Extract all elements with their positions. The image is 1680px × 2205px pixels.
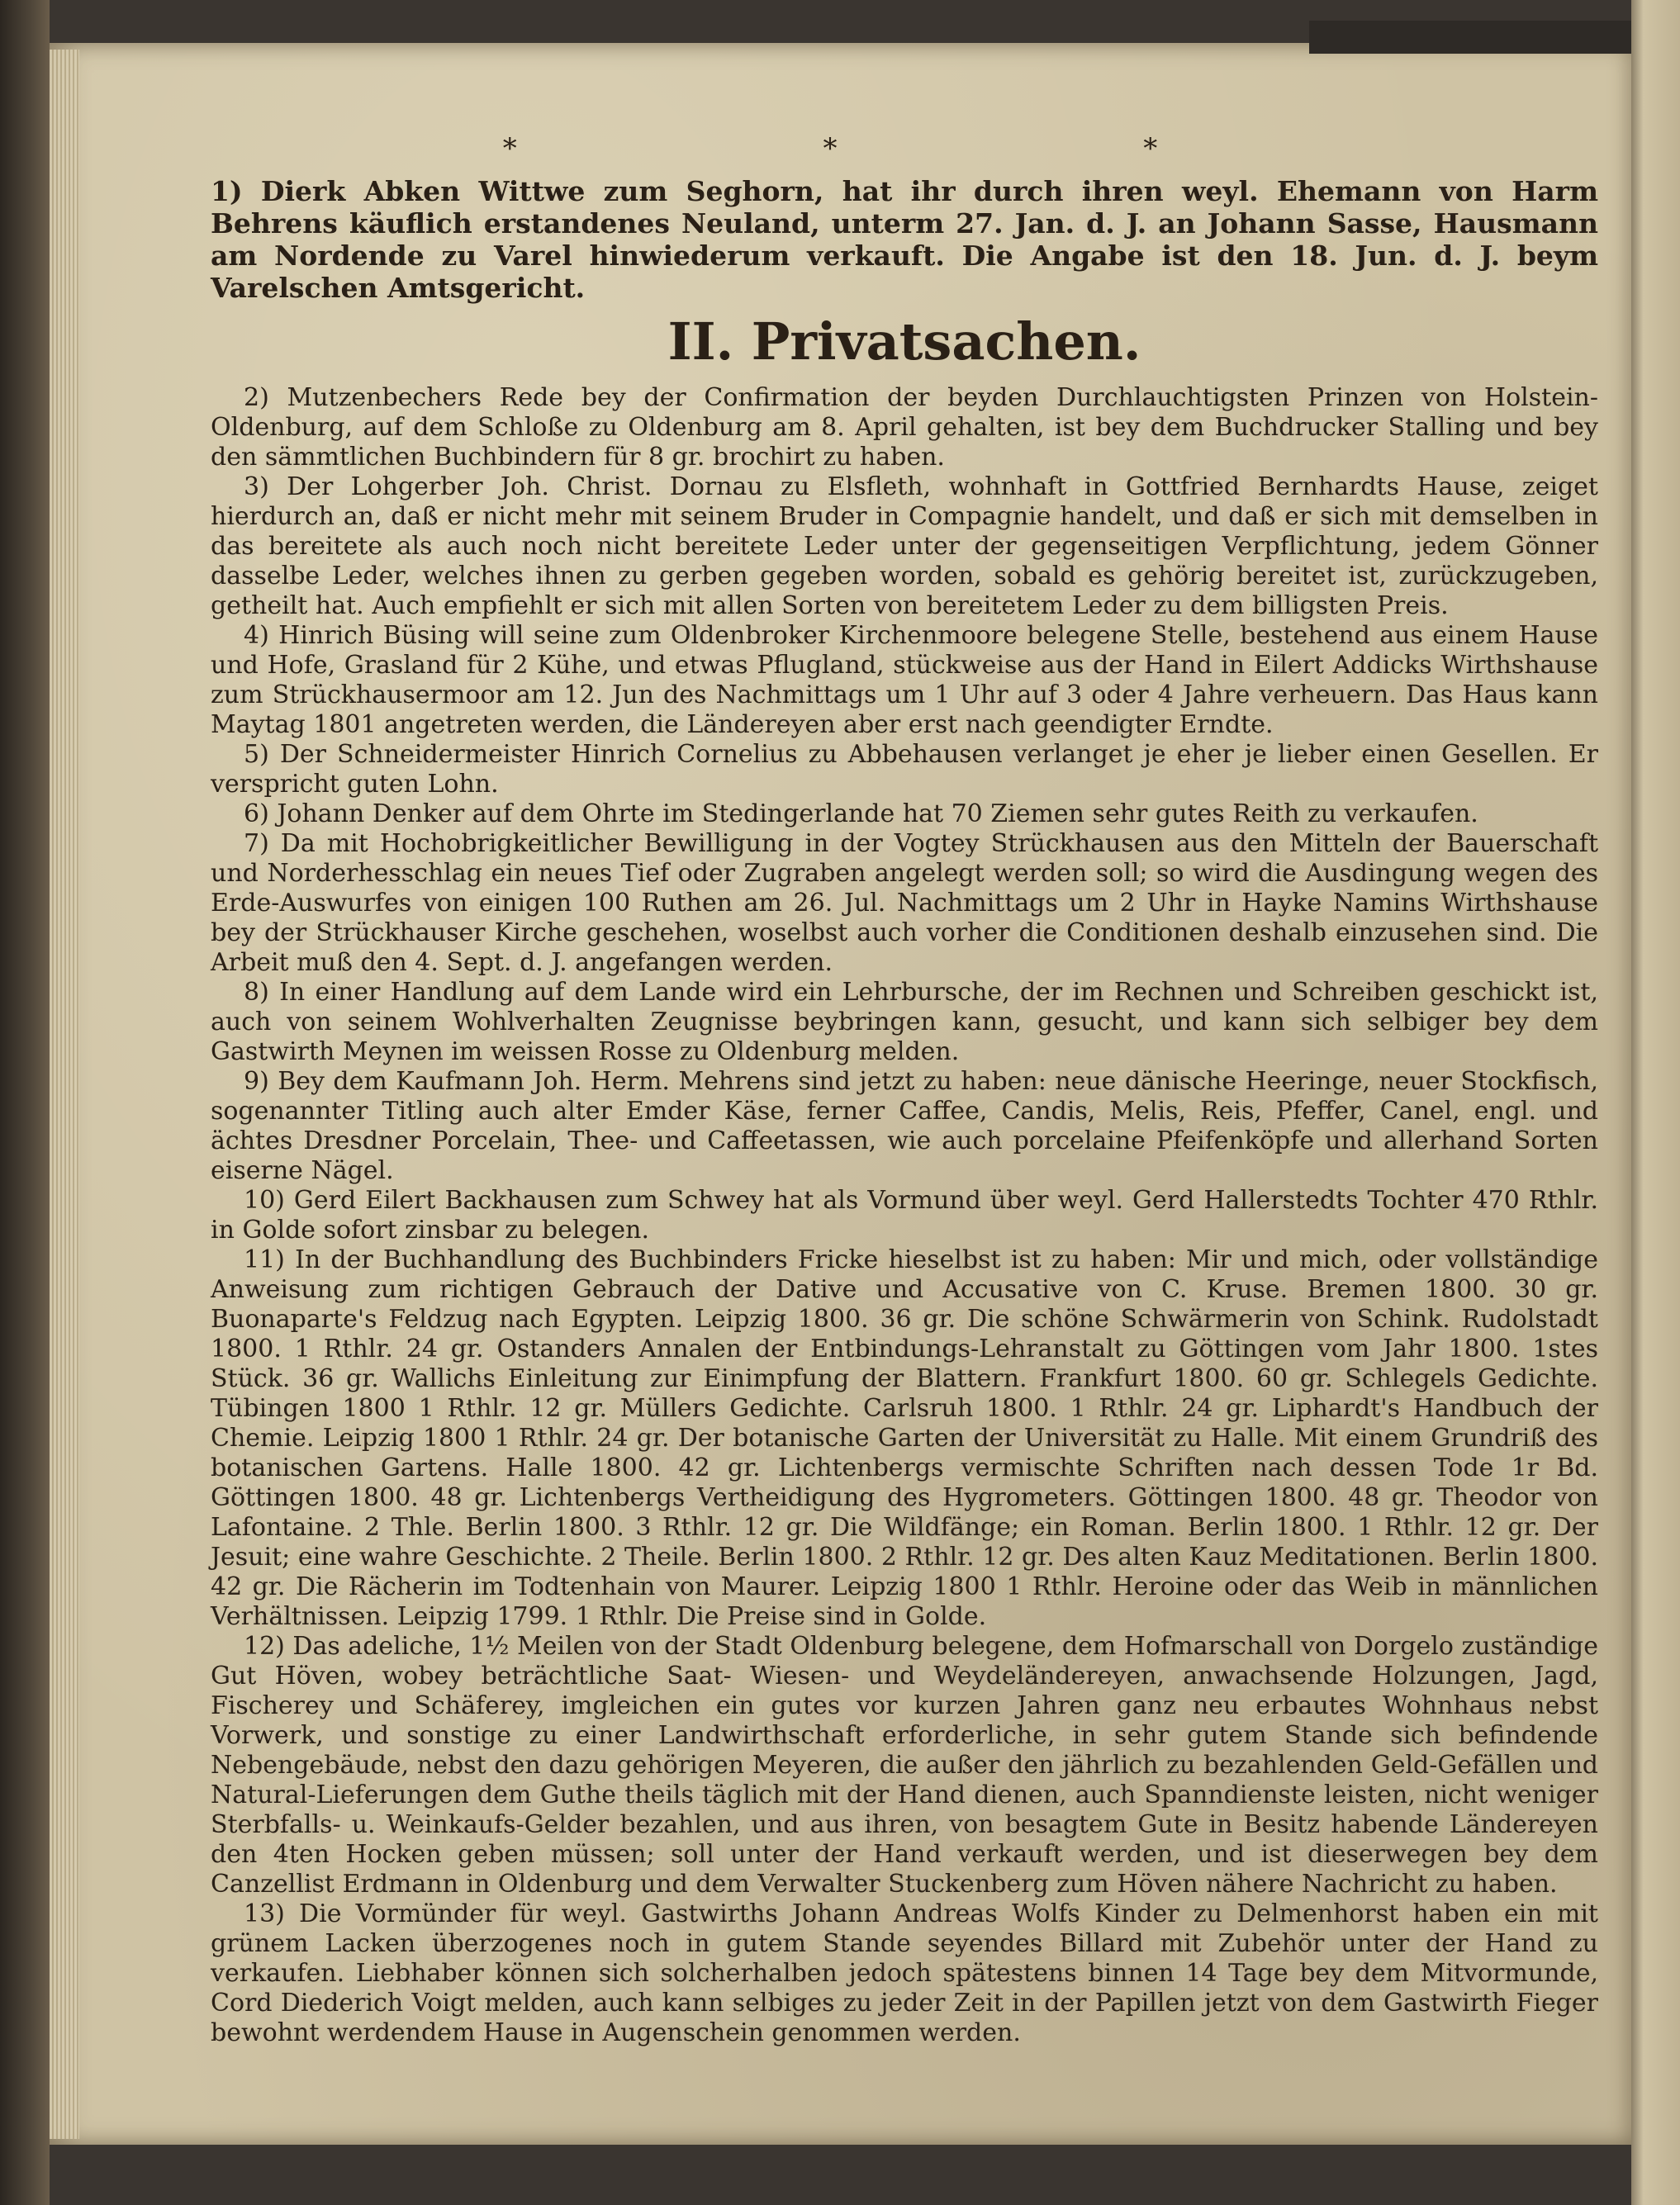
notice-1: 1) Dierk Abken Wittwe zum Seghorn, hat ihr durch ihren weyl. Ehemann von Harm Behrens käuflich erstandenes Neuland, unterm 27. Jan. d. J. an Johann Sasse, Hausmann am Nordende zu Varel hinwiederum verkauft. Die Angabe ist den 18. Jun. d. J. beym Varelschen Amtsgericht. (211, 175, 1598, 304)
notice-4: 4) Hinrich Büsing will seine zum Oldenbroker Kirchenmoore belegene Stelle, bestehend aus einem Hause und Hofe, Grasland für 2 Kühe, und etwas Pflugland, stückweise aus der Hand in Eilert Addicks Wirthshause zum Strückhausermoor am 12. Jun des Nachmittags um 1 Uhr auf 3 oder 4 Jahre verheuern. Das Haus kann Maytag 1801 angetreten werden, die Ländereyen aber erst nach geendigter Erndte. (211, 621, 1598, 739)
notice-11: 11) In der Buchhandlung des Buchbinders Fricke hieselbst ist zu haben: Mir und mich, oder vollständige Anweisung zum richtigen Gebrauch der Dative und Accusative von C. Kruse. Bremen 1800. 30 gr. Buonaparte's Feldzug nach Egypten. Leipzig 1800. 36 gr. Die schöne Schwärmerin von Schink. Rudolstadt 1800. 1 Rthlr. 24 gr. Ostanders Annalen der Entbindungs-Lehranstalt zu Göttingen vom Jahr 1800. 1stes Stück. 36 gr. Wallichs Einleitung zur Einimpfung der Blattern. Frankfurt 1800. 60 gr. Schlegels Gedichte. Tübingen 1800 1 Rthlr. 12 gr. Müllers Gedichte. Carlsruh 1800. 1 Rthlr. 24 gr. Liphardt's Handbuch der Chemie. Leipzig 1800 1 Rthlr. 24 gr. Der botanische Garten der Universität zu Halle. Mit einem Grundriß des botanischen Gartens. Halle 1800. 42 gr. Lichtenbergs vermischte Schriften nach dessen Tode 1r Bd. Göttingen 1800. 48 gr. Lichtenbergs Vertheidigung des Hygrometers. Göttingen 1800. 48 gr. Theodor von Lafontaine. 2 Thle. Berlin 1800. 3 Rthlr. 12 gr. Die Wildfänge; ein Roman. Berlin 1800. 1 Rthlr. 12 gr. Der Jesuit; eine wahre Geschichte. 2 Theile. Berlin 1800. 2 Rthlr. 12 gr. Des alten Kauz Meditationen. Berlin 1800. 42 gr. Die Rächerin im Todtenhain von Maurer. Leipzig 1800 1 Rthlr. Heroine oder das Weib in männlichen Verhältnissen. Leipzig 1799. 1 Rthlr. Die Preise sind in Golde. (211, 1245, 1598, 1631)
notice-13: 13) Die Vormünder für weyl. Gastwirths Johann Andreas Wolfs Kinder zu Delmenhorst haben ein mit grünem Lacken überzogenes noch in gutem Stande seyendes Billard mit Zubehör unter der Hand zu verkaufen. Liebhaber können sich solcherhalben jedoch spätestens binnen 14 Tage bey dem Mitvormunde, Cord Diederich Voigt melden, auch kann selbiges zu jeder Zeit in der Papillen jetzt von dem Gastwirth Fieger bewohnt werdendem Hause in Augenschein genommen werden. (211, 1899, 1598, 2047)
page-content (211, 132, 1598, 2048)
page-fore-edge (1631, 0, 1680, 2205)
notice-3: 3) Der Lohgerber Joh. Christ. Dornau zu Elsfleth, wohnhaft in Gottfried Bernhardts Hause, zeiget hierdurch an, daß er nicht mehr mit seinem Bruder in Compagnie handelt, und daß er sich mit demselben in das bereitete als auch noch nicht bereitete Leder unter der gegenseitigen Verpflichtung, jedem Gönner dasselbe Leder, welches ihnen zu gerben gegeben worden, sobald es gehörig bereitet ist, zurückzugeben, getheilt hat. Auch empfiehlt er sich mit allen Sorten von bereitetem Leder zu dem billigsten Preis. (211, 472, 1598, 620)
notice-7: 7) Da mit Hochobrigkeitlicher Bewilligung in der Vogtey Strückhausen aus den Mitteln der Bauerschaft und Norderhesschlag ein neues Tief oder Zugraben angelegt werden soll; so wird die Ausdingung wegen des Erde-Auswurfes von einigen 100 Ruthen am 26. Jul. Nachmittags um 2 Uhr in Hayke Namins Wirthshause bey der Strückhauser Kirche geschehen, woselbst auch vorher die Conditionen deshalb einzusehen sind. Die Arbeit muß den 4. Sept. d. J. angefangen werden. (211, 829, 1598, 977)
header-ornament: * * * (502, 132, 1307, 165)
notice-6: 6) Johann Denker auf dem Ohrte im Stedingerlande hat 70 Ziemen sehr gutes Reith zu verkaufen. (244, 799, 1478, 828)
notice-5: 5) Der Schneidermeister Hinrich Cornelius zu Abbehausen verlanget je eher je lieber einen Gesellen. Er verspricht guten Lohn. (211, 740, 1598, 799)
book-binding-edge (0, 0, 50, 2205)
binding-tab (1309, 21, 1631, 54)
notice-8: 8) In einer Handlung auf dem Lande wird ein Lehrbursche, der im Rechnen und Schreiben geschickt ist, auch von seinem Wohlverhalten Zeugnisse beybringen kann, gesucht, und kann sich selbiger bey dem Gastwirth Meynen im weissen Rosse zu Oldenburg melden. (211, 978, 1598, 1066)
section-heading: II. Privatsachen. (667, 311, 1141, 372)
notice-12: 12) Das adeliche, 1½ Meilen von der Stadt Oldenburg belegene, dem Hofmarschall von Dorgelo zuständige Gut Höven, wobey beträchtliche Saat- Wiesen- und Weydeländereyen, anwachsende Holzungen, Jagd, Fischerey und Schäferey, imgleichen ein gutes vor kurzen Jahren ganz neu erbautes Wohnhaus nebst Vorwerk, und sonstige zu einer Landwirthschaft erforderliche, in sehr gutem Stande sich befindende Nebengebäude, nebst den dazu gehörigen Meyeren, die außer den jährlich zu bezahlenden Geld-Gefällen und Natural-Lieferungen dem Guthe theils täglich mit der Hand dienen, auch Spanndienste leisten, nicht weniger Sterbfalls- u. Weinkaufs-Gelder bezahlen, und aus ihren, von besagtem Gute in Besitz habende Ländereyen den 4ten Hocken geben müssen; soll unter der Hand verkauft werden, und ist dieserwegen bey dem Canzellist Erdmann in Oldenburg und dem Verwalter Stuckenberg zum Höven nähere Nachricht zu haben. (211, 1632, 1598, 1899)
notice-2: 2) Mutzenbechers Rede bey der Confirmation der beyden Durchlauchtigsten Prinzen von Holstein-Oldenburg, auf dem Schloße zu Oldenburg am 8. April gehalten, ist bey dem Buchdrucker Stalling und bey den sämmtlichen Buchbindern für 8 gr. brochirt zu haben. (211, 383, 1598, 472)
notice-9: 9) Bey dem Kaufmann Joh. Herm. Mehrens sind jetzt zu haben: neue dänische Heeringe, neuer Stockfisch, sogenannter Titling auch alter Emder Käse, ferner Caffee, Candis, Melis, Reis, Pfeffer, Canel, engl. und ächtes Dresdner Porcelain, Thee- und Caffeetassen, wie auch porcelaine Pfeifenköpfe und allerhand Sorten eiserne Nägel. (211, 1067, 1598, 1185)
page-stack-edge (50, 50, 79, 2139)
notice-10: 10) Gerd Eilert Backhausen zum Schwey hat als Vormund über weyl. Gerd Hallerstedts Tochter 470 Rthlr. in Golde sofort zinsbar zu belegen. (211, 1186, 1598, 1245)
